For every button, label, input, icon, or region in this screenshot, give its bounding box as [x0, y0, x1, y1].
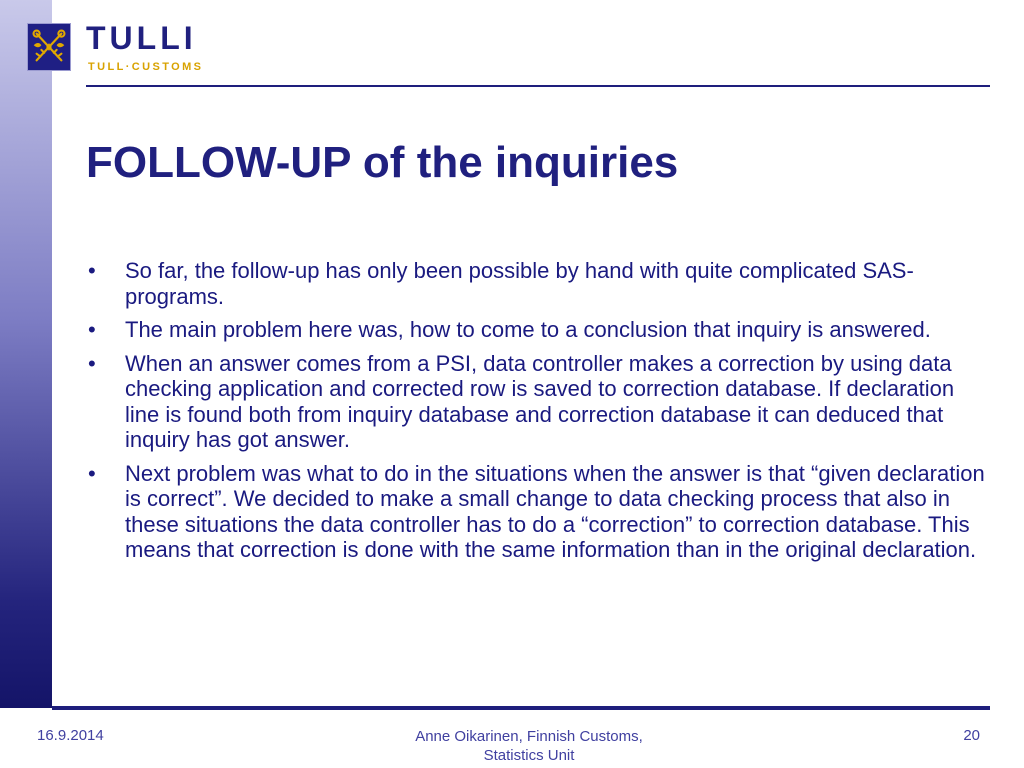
bullet-item	[88, 258, 988, 309]
header-divider	[86, 85, 990, 87]
footer-unit-line: Statistics Unit	[483, 747, 575, 764]
bullet-list	[88, 258, 988, 571]
tulli-logo	[27, 23, 71, 71]
brand-subtitle: TULL·CUSTOMS	[88, 61, 204, 73]
bullet-icon: •	[88, 258, 96, 283]
slide-title: FOLLOW-UP of the inquiries	[86, 138, 679, 187]
bullet-item	[88, 317, 988, 343]
bullet-icon: •	[88, 350, 96, 376]
brand-name: TULLI	[86, 20, 197, 56]
footer-date: 16.9.2014	[37, 727, 104, 744]
bullet-item	[88, 351, 988, 453]
footer-author	[329, 727, 729, 765]
bullet-text: Next problem was what to do in the situations when the answer is that “given declaration is correct”. We decided to make a small change to data checking process that also in these situations the data controller has to do a “correction” to correction database. This means that correction is done with the same information than in the original declaration.	[125, 460, 985, 562]
bullet-text: The main problem here was, how to come to a conclusion that inquiry is answered.	[125, 317, 931, 342]
bullet-item	[88, 461, 988, 563]
bullet-text: When an answer comes from a PSI, data controller makes a correction by using data checking application and corrected row is saved to correction database. If declaration line is found both from inquiry database and correction database it can deduced that inquiry has got answer.	[125, 350, 955, 452]
page-number: 20	[963, 727, 980, 744]
bullet-text: So far, the follow-up has only been possible by hand with quite complicated SAS-programs.	[125, 258, 914, 309]
crossed-keys-icon	[28, 24, 70, 70]
bullet-icon: •	[88, 460, 96, 486]
footer-author-line: Anne Oikarinen, Finnish Customs,	[415, 728, 643, 745]
bullet-icon: •	[88, 317, 96, 342]
footer-divider	[52, 706, 990, 710]
left-gradient-bar	[0, 0, 52, 708]
